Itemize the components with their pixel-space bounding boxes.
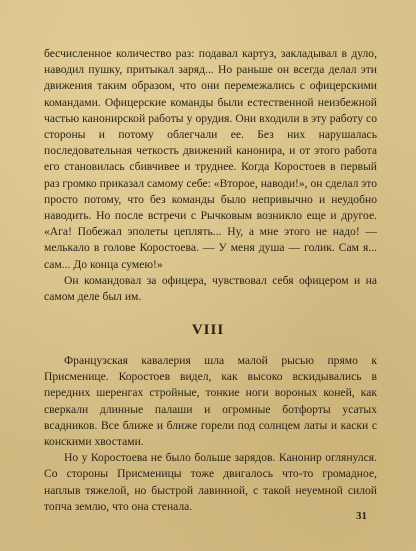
text-section-before-chapter xyxy=(44,46,377,305)
page-number: 31 xyxy=(356,510,367,522)
chapter-heading: VIII xyxy=(191,322,225,338)
paragraph: Французская кавалерия шла малой рысью прямо к Присменице. Коростоев видел, как высоко вскидывались в передних шеренгах стройные, тонкие ноги вороных коней, как сверкали длинные палаши и огромные ботфорты усатых всадников. Все ближе и ближе горели под солнцем латы и каски с конскими хвостами. xyxy=(44,354,377,449)
text-section-chapter-body xyxy=(44,353,377,515)
paragraph: бесчисленное количество раз: подавал картуз, закладывал в дуло, наводил пушку, притыкал заряд... Но раньше он всегда делал эти движения таким образом, что они перемежались с офицерскими командами. Офицерские команды были естественной неизбежной частью канонирской работы у орудия. Они входили в эту работу со стороны и потому облегчали ее. Без них нарушалась последовательная четкость движений канонира, и от этого работа его становилась сбивчивее и труднее. Когда Коростоев в первый раз громко приказал самому себе: «Второе, наводи!», он сделал это просто потому, что без команды было непривычно и неудобно наводить. Но после встречи с Рычковым возникло еще и другое. «Ага! Побежал эполеты цеплять... Ну, а мне этого не надо! — мелькало в голове Коростоева. — У меня душа — голик. Сам я... сам... До конца сумею!» xyxy=(44,47,377,271)
paragraph: Но у Коростоева не было больше зарядов. Канонир оглянулся. Со стороны Присменицы тоже двигалось что-то громадное, наплыв тяжелой, но быстрой лавинной, с такой неуемной силой топча землю, что она стенала. xyxy=(44,451,377,513)
paragraph: Он командовал за офицера, чувствовал себя офицером и на самом деле был им. xyxy=(44,273,377,304)
